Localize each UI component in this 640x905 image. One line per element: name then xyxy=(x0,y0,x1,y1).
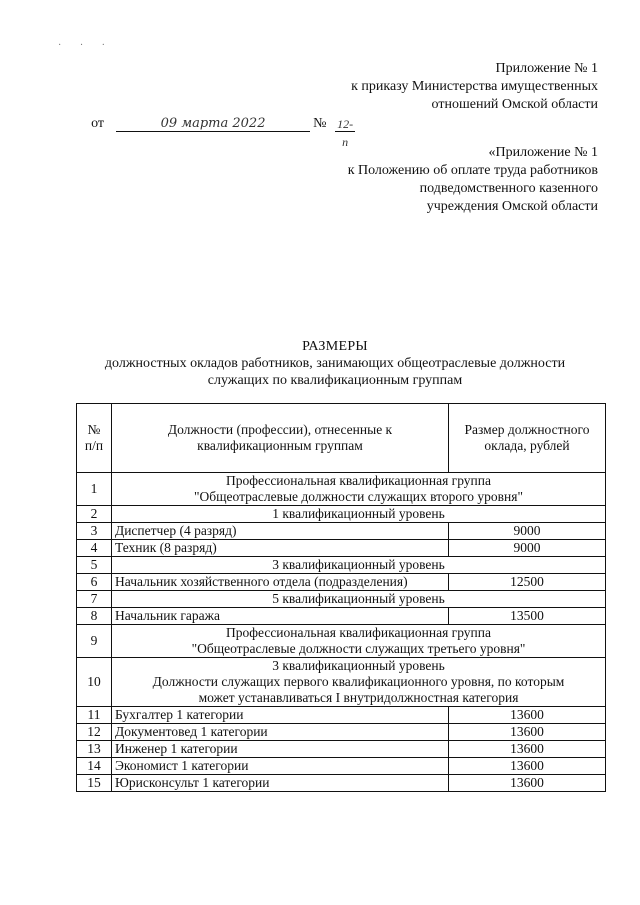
group-cell xyxy=(112,473,606,506)
header-num xyxy=(77,404,112,473)
order-prefix: от xyxy=(91,116,104,131)
salary-value: 9000 xyxy=(449,540,606,557)
table-row xyxy=(77,540,606,557)
salary-value: 13600 xyxy=(449,758,606,775)
header-text: № xyxy=(87,422,101,437)
order-number-label: № xyxy=(313,116,327,131)
title-line: служащих по квалификационным группам xyxy=(207,373,463,388)
order-number: 12-п xyxy=(337,117,354,149)
title-line: должностных окладов работников, занимающих общеотраслевые должности xyxy=(104,356,566,371)
header-text: оклада, рублей xyxy=(484,438,570,453)
row-number: 9 xyxy=(77,625,112,658)
position-name: Документовед 1 категории xyxy=(112,724,449,741)
scan-artifact: · · · xyxy=(58,40,113,51)
table-row xyxy=(77,574,606,591)
table-row xyxy=(77,557,606,574)
title-heading: РАЗМЕРЫ xyxy=(302,339,368,354)
group-text: Профессиональная квалификационная группа xyxy=(226,473,491,488)
table-row xyxy=(77,707,606,724)
group-text: может устанавливаться I внутридолжностная категория xyxy=(198,690,519,705)
table-row xyxy=(77,473,606,506)
appendix-line: Приложение № 1 xyxy=(495,61,598,76)
table-row xyxy=(77,724,606,741)
group-cell xyxy=(112,658,606,707)
group-cell xyxy=(112,506,606,523)
salary-value: 9000 xyxy=(449,523,606,540)
appendix-line: учреждения Омской области xyxy=(426,199,598,214)
table-header-row xyxy=(77,404,606,473)
position-name: Техник (8 разряд) xyxy=(112,540,449,557)
salary-value: 13600 xyxy=(449,775,606,792)
row-number: 7 xyxy=(77,591,112,608)
order-reference xyxy=(91,115,598,149)
group-text: 3 квалификационный уровень xyxy=(272,557,445,572)
row-number: 5 xyxy=(77,557,112,574)
salary-value: 12500 xyxy=(449,574,606,591)
row-number: 1 xyxy=(77,473,112,506)
position-name: Начальник хозяйственного отдела (подразделения) xyxy=(112,574,449,591)
document-title xyxy=(60,338,610,389)
salary-value: 13600 xyxy=(449,724,606,741)
row-number: 2 xyxy=(77,506,112,523)
group-cell xyxy=(112,625,606,658)
salary-value: 13600 xyxy=(449,707,606,724)
table-row xyxy=(77,758,606,775)
table-row xyxy=(77,523,606,540)
row-number: 6 xyxy=(77,574,112,591)
salary-value: 13600 xyxy=(449,741,606,758)
appendix-line: подведомственного казенного xyxy=(419,181,598,196)
header-text: квалификационным группам xyxy=(197,438,363,453)
order-date: 09 марта 2022 xyxy=(116,115,310,132)
row-number: 12 xyxy=(77,724,112,741)
group-text: Должности служащих первого квалификационного уровня, по которым xyxy=(152,674,565,689)
row-number: 11 xyxy=(77,707,112,724)
appendix-line: к Положению об оплате труда работников xyxy=(347,163,598,178)
group-text: "Общеотраслевые должности служащих третьего уровня" xyxy=(191,641,526,656)
table-row xyxy=(77,591,606,608)
position-name: Начальник гаража xyxy=(112,608,449,625)
group-text: 3 квалификационный уровень xyxy=(272,658,445,673)
appendix-line: к приказу Министерства имущественных xyxy=(351,79,598,94)
row-number: 8 xyxy=(77,608,112,625)
table-row xyxy=(77,608,606,625)
table-row xyxy=(77,775,606,792)
row-number: 14 xyxy=(77,758,112,775)
header-salary xyxy=(449,404,606,473)
row-number: 4 xyxy=(77,540,112,557)
salary-table xyxy=(76,403,606,792)
row-number: 3 xyxy=(77,523,112,540)
group-text: "Общеотраслевые должности служащих второго уровня" xyxy=(193,489,523,504)
row-number: 10 xyxy=(77,658,112,707)
table-row xyxy=(77,506,606,523)
salary-value: 13500 xyxy=(449,608,606,625)
group-text: 1 квалификационный уровень xyxy=(272,506,445,521)
header-text: Размер должностного xyxy=(464,422,590,437)
group-text: Профессиональная квалификационная группа xyxy=(226,625,491,640)
header-position xyxy=(112,404,449,473)
header-text: Должности (профессии), отнесенные к xyxy=(167,422,393,437)
table-body xyxy=(77,473,606,792)
appendix-line: отношений Омской области xyxy=(431,97,598,112)
appendix-line: «Приложение № 1 xyxy=(488,145,598,160)
position-name: Бухгалтер 1 категории xyxy=(112,707,449,724)
position-name: Юрисконсульт 1 категории xyxy=(112,775,449,792)
group-cell xyxy=(112,557,606,574)
position-name: Экономист 1 категории xyxy=(112,758,449,775)
group-cell xyxy=(112,591,606,608)
row-number: 15 xyxy=(77,775,112,792)
row-number: 13 xyxy=(77,741,112,758)
table-row xyxy=(77,741,606,758)
header-text: п/п xyxy=(84,438,104,453)
table-row xyxy=(77,658,606,707)
position-name: Инженер 1 категории xyxy=(112,741,449,758)
appendix-header xyxy=(91,60,598,149)
table-row xyxy=(77,625,606,658)
group-text: 5 квалификационный уровень xyxy=(272,591,445,606)
regulation-appendix-header xyxy=(348,144,598,216)
position-name: Диспетчер (4 разряд) xyxy=(112,523,449,540)
